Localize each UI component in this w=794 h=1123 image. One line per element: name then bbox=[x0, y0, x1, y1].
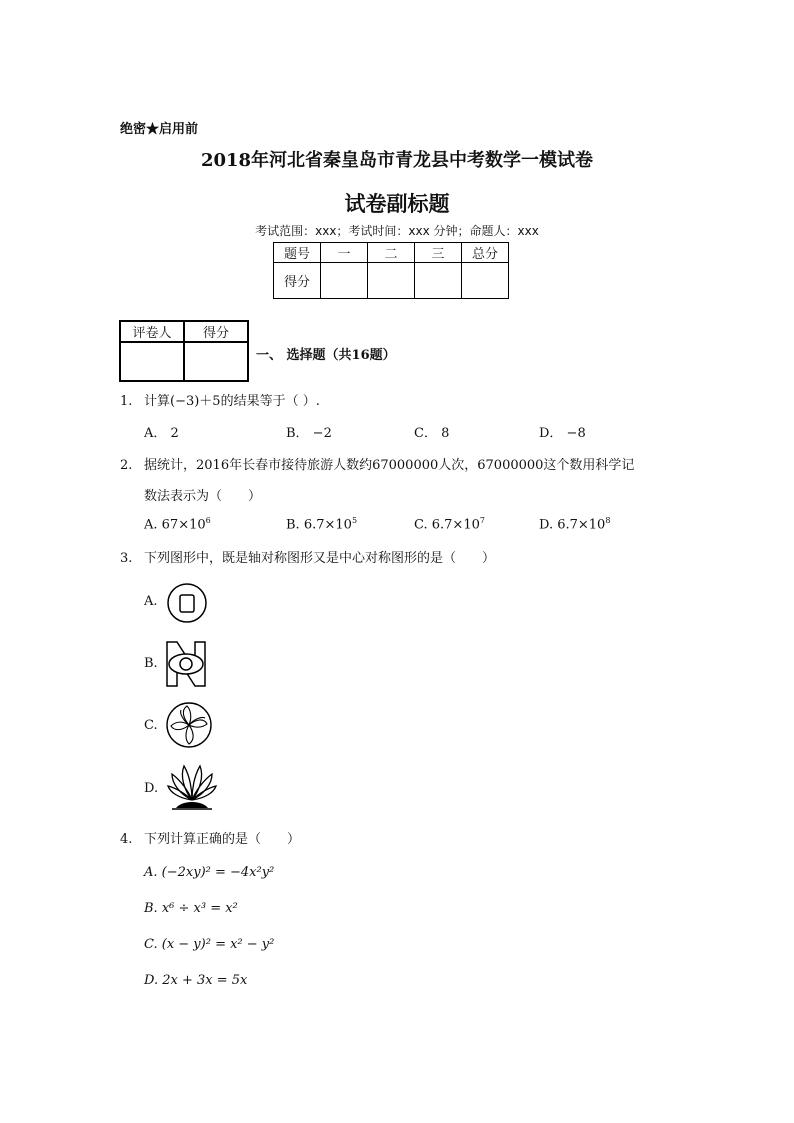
question-number: 3. bbox=[120, 551, 133, 566]
option-c-label[interactable]: C. bbox=[144, 718, 158, 733]
confidential-mark: 绝密★启用前 bbox=[120, 122, 199, 137]
option-exponent: 7 bbox=[479, 516, 485, 525]
option-b[interactable]: B. x⁶ ÷ x³ = x² bbox=[144, 901, 238, 916]
section-heading: 一、 选择题（共16题） bbox=[256, 348, 396, 363]
score-cell[interactable] bbox=[415, 263, 462, 299]
option-text: B. 6.7×10 bbox=[286, 517, 352, 533]
grader-cell[interactable] bbox=[184, 342, 248, 381]
option-exponent: 8 bbox=[605, 516, 611, 525]
score-cell[interactable] bbox=[462, 263, 509, 299]
option-text: A. 67×10 bbox=[144, 517, 206, 533]
score-header-cell: 三 bbox=[415, 243, 462, 263]
option-d-label[interactable]: D. bbox=[144, 781, 159, 796]
question-4 bbox=[120, 828, 300, 847]
question-1 bbox=[120, 390, 320, 409]
grader-header-cell: 评卷人 bbox=[120, 321, 184, 342]
option-d[interactable]: D. 2x + 3x = 5x bbox=[144, 973, 248, 988]
score-header-cell: 一 bbox=[321, 243, 368, 263]
letter-n-eye-figure bbox=[165, 640, 207, 688]
question-text: 计算(−3)＋5的结果等于（ ）. bbox=[144, 394, 320, 409]
question-3 bbox=[120, 547, 495, 566]
grader-table bbox=[119, 320, 249, 382]
exam-info: 考试范围：xxx；考试时间：xxx 分钟；命题人：xxx bbox=[255, 224, 539, 238]
question-text: 下列计算正确的是（ ） bbox=[144, 832, 301, 847]
score-cell[interactable] bbox=[321, 263, 368, 299]
option-exponent: 5 bbox=[351, 516, 358, 525]
score-header-cell: 总分 bbox=[462, 243, 509, 263]
exam-title: 2018年河北省秦皇岛市青龙县中考数学一模试卷 bbox=[200, 150, 594, 171]
option-a[interactable]: A. (−2xy)² = −4x²y² bbox=[144, 865, 275, 880]
question-text-continued: 数法表示为（ ） bbox=[144, 489, 262, 504]
option-c[interactable]: C. (x − y)² = x² − y² bbox=[144, 937, 275, 952]
score-cell[interactable] bbox=[368, 263, 415, 299]
option-d[interactable]: D． −8 bbox=[539, 426, 586, 441]
option-a[interactable]: A． 2 bbox=[144, 426, 179, 441]
option-a-label[interactable]: A. bbox=[144, 594, 158, 609]
option-c[interactable]: C． 8 bbox=[414, 426, 450, 441]
question-number: 1. bbox=[120, 394, 133, 409]
exam-subtitle: 试卷副标题 bbox=[344, 191, 450, 216]
option-a[interactable] bbox=[144, 516, 211, 532]
option-text: C. 6.7×10 bbox=[414, 517, 480, 533]
score-header-cell: 二 bbox=[368, 243, 415, 263]
score-table bbox=[273, 242, 509, 299]
question-2 bbox=[120, 454, 634, 473]
option-b[interactable] bbox=[286, 516, 357, 532]
shell-fan-figure bbox=[166, 762, 218, 812]
circle-square-figure bbox=[166, 583, 210, 623]
question-text: 据统计，2016年长春市接待旅游人数约67000000人次，67000000这个数用科学记 bbox=[144, 458, 635, 473]
bauhinia-flower-figure bbox=[165, 700, 213, 750]
score-row-label: 得分 bbox=[274, 263, 321, 299]
grader-cell[interactable] bbox=[120, 342, 184, 381]
option-c[interactable] bbox=[414, 516, 485, 532]
option-d[interactable] bbox=[539, 516, 610, 532]
option-exponent: 6 bbox=[205, 516, 211, 525]
option-b[interactable]: B． −2 bbox=[286, 426, 332, 441]
grader-header-cell: 得分 bbox=[184, 321, 248, 342]
question-text: 下列图形中，既是轴对称图形又是中心对称图形的是（ ） bbox=[144, 551, 496, 566]
score-header-cell: 题号 bbox=[274, 243, 321, 263]
question-number: 4. bbox=[120, 832, 133, 847]
question-number: 2. bbox=[120, 458, 133, 473]
option-text: D. 6.7×10 bbox=[539, 517, 606, 533]
option-b-label[interactable]: B. bbox=[144, 656, 158, 671]
